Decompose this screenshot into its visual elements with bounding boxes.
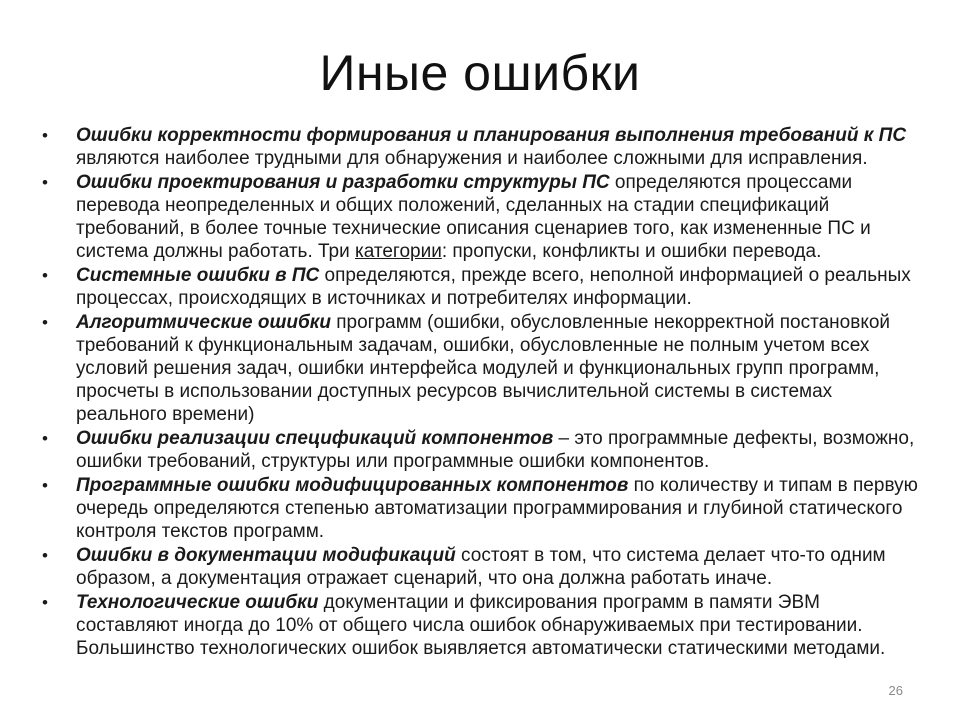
item-text: являются наиболее трудными для обнаружения и наиболее сложными для исправления. — [76, 148, 868, 169]
list-item — [40, 544, 920, 590]
item-heading: Ошибки корректности формирования и планирования выполнения требований к ПС — [76, 125, 907, 146]
list-item — [40, 427, 920, 473]
bullet-icon: • — [42, 313, 48, 332]
item-heading: Ошибки проектирования и разработки структуры ПС — [76, 172, 610, 193]
item-heading: Технологические ошибки — [76, 592, 319, 613]
list-item — [40, 474, 920, 543]
bullet-icon: • — [42, 173, 48, 192]
item-heading: Ошибки реализации спецификаций компонентов — [76, 428, 554, 449]
item-text: – это программные дефекты, возможно, ошибки требований, структуры или программные ошибки компонентов. — [76, 428, 915, 472]
item-text: определяются, прежде всего, неполной информацией о реальных процессах, происходящих в источниках и потребителях информации. — [76, 265, 911, 309]
item-text: : пропуски, конфликты и ошибки перевода. — [441, 241, 822, 262]
list-item — [40, 311, 920, 426]
bullet-icon: • — [42, 476, 48, 495]
item-heading: Ошибки в документации модификаций — [76, 545, 456, 566]
item-text: документации и фиксирования программ в памяти ЭВМ составляют иногда до 10% от общего числа ошибок обнаруживаемых при тестировании. Большинство технологических ошибок выявляется автоматически статическими методами. — [76, 592, 886, 659]
item-text: по количеству и типам в первую очередь определяются степенью автоматизации программирования и глубиной статического контроля текстов программ. — [76, 475, 918, 542]
categories-link[interactable]: категории — [355, 241, 442, 262]
item-text: состоят в том, что система делает что-то одним образом, а документация отражает сценарий, что она должна работать иначе. — [76, 545, 886, 589]
list-item — [40, 171, 920, 263]
bullet-icon: • — [42, 546, 48, 565]
item-heading: Программные ошибки модифицированных компонентов — [76, 475, 629, 496]
list-item — [40, 124, 920, 170]
bullet-icon: • — [42, 429, 48, 448]
list-item — [40, 264, 920, 310]
slide-title: Иные ошибки — [319, 45, 641, 101]
item-heading: Алгоритмические ошибки — [76, 312, 331, 333]
bullet-icon: • — [42, 593, 48, 612]
item-text: определяются процессами перевода неопределенных и общих положений, сделанных на стадии спецификаций требований, в более точные технические описания сценариев того, как измененные ПС и система должны работать. Три — [76, 172, 871, 262]
list-item — [40, 591, 920, 660]
item-text: программ (ошибки, обусловленные некорректной постановкой требований к функциональным задачам, ошибки, обусловленные не полным учетом всех условий решения задач, ошибки интерфейса модулей и функциональных групп программ, просчеты в использовании доступных ресурсов вычислительной системы в системах реального времени) — [76, 312, 891, 425]
item-heading: Системные ошибки в ПС — [76, 265, 320, 286]
bullet-list — [40, 124, 920, 661]
bullet-icon: • — [42, 266, 48, 285]
bullet-icon: • — [42, 126, 48, 145]
page-number: 26 — [888, 683, 903, 698]
